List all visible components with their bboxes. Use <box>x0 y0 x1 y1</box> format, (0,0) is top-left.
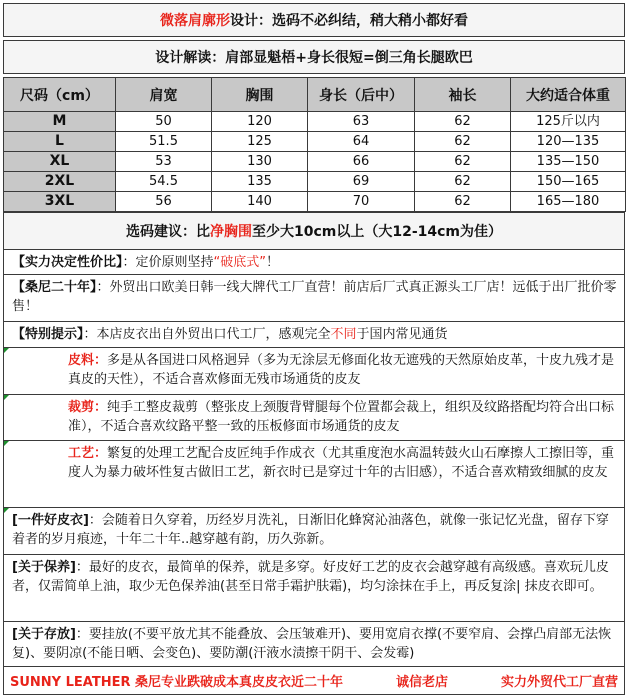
header-suffix: 设计：选码不必纠结，稍大稍小都好看 <box>230 13 468 29</box>
table-cell: 50 <box>116 112 212 132</box>
table-cell: 51.5 <box>116 132 212 152</box>
section-label: [关于保养] <box>12 560 76 575</box>
footer-middle: 诚信老店 <box>395 675 448 690</box>
section-highlight: “破底式” <box>213 255 267 270</box>
material-section <box>3 348 625 395</box>
section-label: [关于存放] <box>12 627 76 642</box>
table-cell: 62 <box>415 112 511 132</box>
table-row <box>4 112 626 132</box>
section-text: ：会随着日久穿着，历经岁月洗礼，日渐旧化蜂窝沁油落色，就像一张记忆光盘，留存下穿着者的岁月痕迹，十年二十年..越穿越有韵，历久弥新。 <box>12 513 609 547</box>
section-label: 【桑尼二十年】 <box>12 280 97 295</box>
section-text: ：最好的皮衣，最简单的保养，就是多穿。好皮好工艺的皮衣会越穿越有高级感。喜欢玩儿皮者，仅需简单上油，取少无色保养油(甚至日常手霜护肤霜)，均匀涂抹在手上，再反复涂| 抹皮衣即可。 <box>12 560 609 594</box>
table-cell: 64 <box>308 132 415 152</box>
storage-section <box>3 622 625 668</box>
corner-marker-icon <box>4 348 9 353</box>
cutting-section <box>3 395 625 441</box>
table-cell: 70 <box>308 192 415 212</box>
table-cell: 62 <box>415 172 511 192</box>
table-row <box>4 192 626 212</box>
table-cell: 69 <box>308 172 415 192</box>
table-cell: 125 <box>212 132 308 152</box>
table-row <box>4 152 626 172</box>
corner-marker-icon <box>4 441 9 446</box>
footer-brand: SUNNY LEATHER 桑尼专业跌破成本真皮皮衣近二十年 <box>10 675 343 690</box>
size-table-header <box>4 78 626 112</box>
size-cell: 2XL <box>4 172 116 192</box>
care-section <box>3 555 625 622</box>
table-cell: 66 <box>308 152 415 172</box>
table-row <box>4 172 626 192</box>
column-header: 尺码（cm） <box>4 78 116 112</box>
section-text: ：外贸出口欧美日韩一线大牌代工厂直营！前店后厂式真正源头工厂店！远低于出厂批价零售！ <box>12 280 617 314</box>
header-prefix: 微落肩廓形 <box>160 13 230 29</box>
craft-section <box>3 441 625 508</box>
table-cell: 62 <box>415 132 511 152</box>
section-text: ！ <box>266 255 280 270</box>
section-text: 于国内常见通货 <box>356 327 448 342</box>
size-table <box>3 77 626 212</box>
section-label: 皮料： <box>68 353 108 368</box>
table-cell: 56 <box>116 192 212 212</box>
table-cell: 53 <box>116 152 212 172</box>
section-label: 【特别提示】 <box>12 327 84 342</box>
footer-right: 实力外贸代工厂直营 <box>500 675 618 690</box>
corner-marker-icon <box>4 395 9 400</box>
table-cell: 140 <box>212 192 308 212</box>
table-cell: 120 <box>212 112 308 132</box>
advice-highlight: 净胸围 <box>209 224 252 240</box>
size-cell: 3XL <box>4 192 116 212</box>
section-text: 多是从各国进口风格迥异（多为无涂层无修面化妆无遮残的天然原始皮革，十皮九残才是真皮的天性），不适合喜欢修面无残市场通货的皮友 <box>68 353 615 387</box>
section-label: 工艺： <box>68 446 108 461</box>
size-cell: L <box>4 132 116 152</box>
advice-text: 选码建议：比 <box>125 224 210 240</box>
info-sections <box>3 250 625 668</box>
table-cell: 135 <box>212 172 308 192</box>
table-cell: 120—135 <box>511 132 626 152</box>
size-advice <box>3 212 625 250</box>
section-highlight: 不同 <box>330 327 357 342</box>
brand-section <box>3 275 625 322</box>
section-label: 裁剪： <box>68 400 108 415</box>
section-text: ：要挂放(不要平放尤其不能叠放、会压皱难开)、要用宽肩衣撑(不要窄肩、会撑凸肩部无法恢复)、要阴凉(不能日晒、会变色)、要防潮(汗液水渍擦干阴干、会发霉) <box>12 627 612 661</box>
table-cell: 54.5 <box>116 172 212 192</box>
corner-marker-icon <box>4 508 9 513</box>
advice-text: 至少大10cm以上（大12-14cm为佳） <box>251 224 503 240</box>
table-cell: 62 <box>415 192 511 212</box>
table-cell: 63 <box>308 112 415 132</box>
column-header: 肩宽 <box>116 78 212 112</box>
column-header: 身长（后中） <box>308 78 415 112</box>
size-cell: XL <box>4 152 116 172</box>
table-row <box>4 132 626 152</box>
size-cell: M <box>4 112 116 132</box>
table-cell: 165—180 <box>511 192 626 212</box>
header-banner <box>3 3 625 37</box>
tip-section <box>3 322 625 348</box>
section-text: ：本店皮衣出自外贸出口代工厂，感观完全 <box>83 327 331 342</box>
footer-banner <box>3 666 625 695</box>
lifetime-section <box>3 508 625 555</box>
design-note: 设计解读：肩部显魁梧+身长很短=倒三角长腿欧巴 <box>3 40 625 74</box>
section-text: 纯手工整皮裁剪（整张皮上颈腹背臂腿每个位置都会裁上，组织及纹路搭配均符合出口标准），不适合喜欢纹路平整一致的压板修面市场通货的皮友 <box>68 400 615 434</box>
table-cell: 130 <box>212 152 308 172</box>
table-cell: 62 <box>415 152 511 172</box>
column-header: 胸围 <box>212 78 308 112</box>
table-cell: 135—150 <box>511 152 626 172</box>
column-header: 袖长 <box>415 78 511 112</box>
table-cell: 150—165 <box>511 172 626 192</box>
value-section <box>3 250 625 275</box>
section-label: [一件好皮衣] <box>12 513 89 528</box>
column-header: 大约适合体重 <box>511 78 626 112</box>
table-cell: 125斤以内 <box>511 112 626 132</box>
section-text: 繁复的处理工艺配合皮匠纯手作成衣（尤其重度泡水高温转鼓火山石摩擦人工擦旧等，重度人为暴力破坏性复古做旧工艺，新衣时已是穿过十年的古旧感），不适合喜欢精致细腻的皮友 <box>68 446 615 480</box>
section-text: ：定价原则坚持 <box>122 255 214 270</box>
section-label: 【实力决定性价比】 <box>12 255 123 270</box>
